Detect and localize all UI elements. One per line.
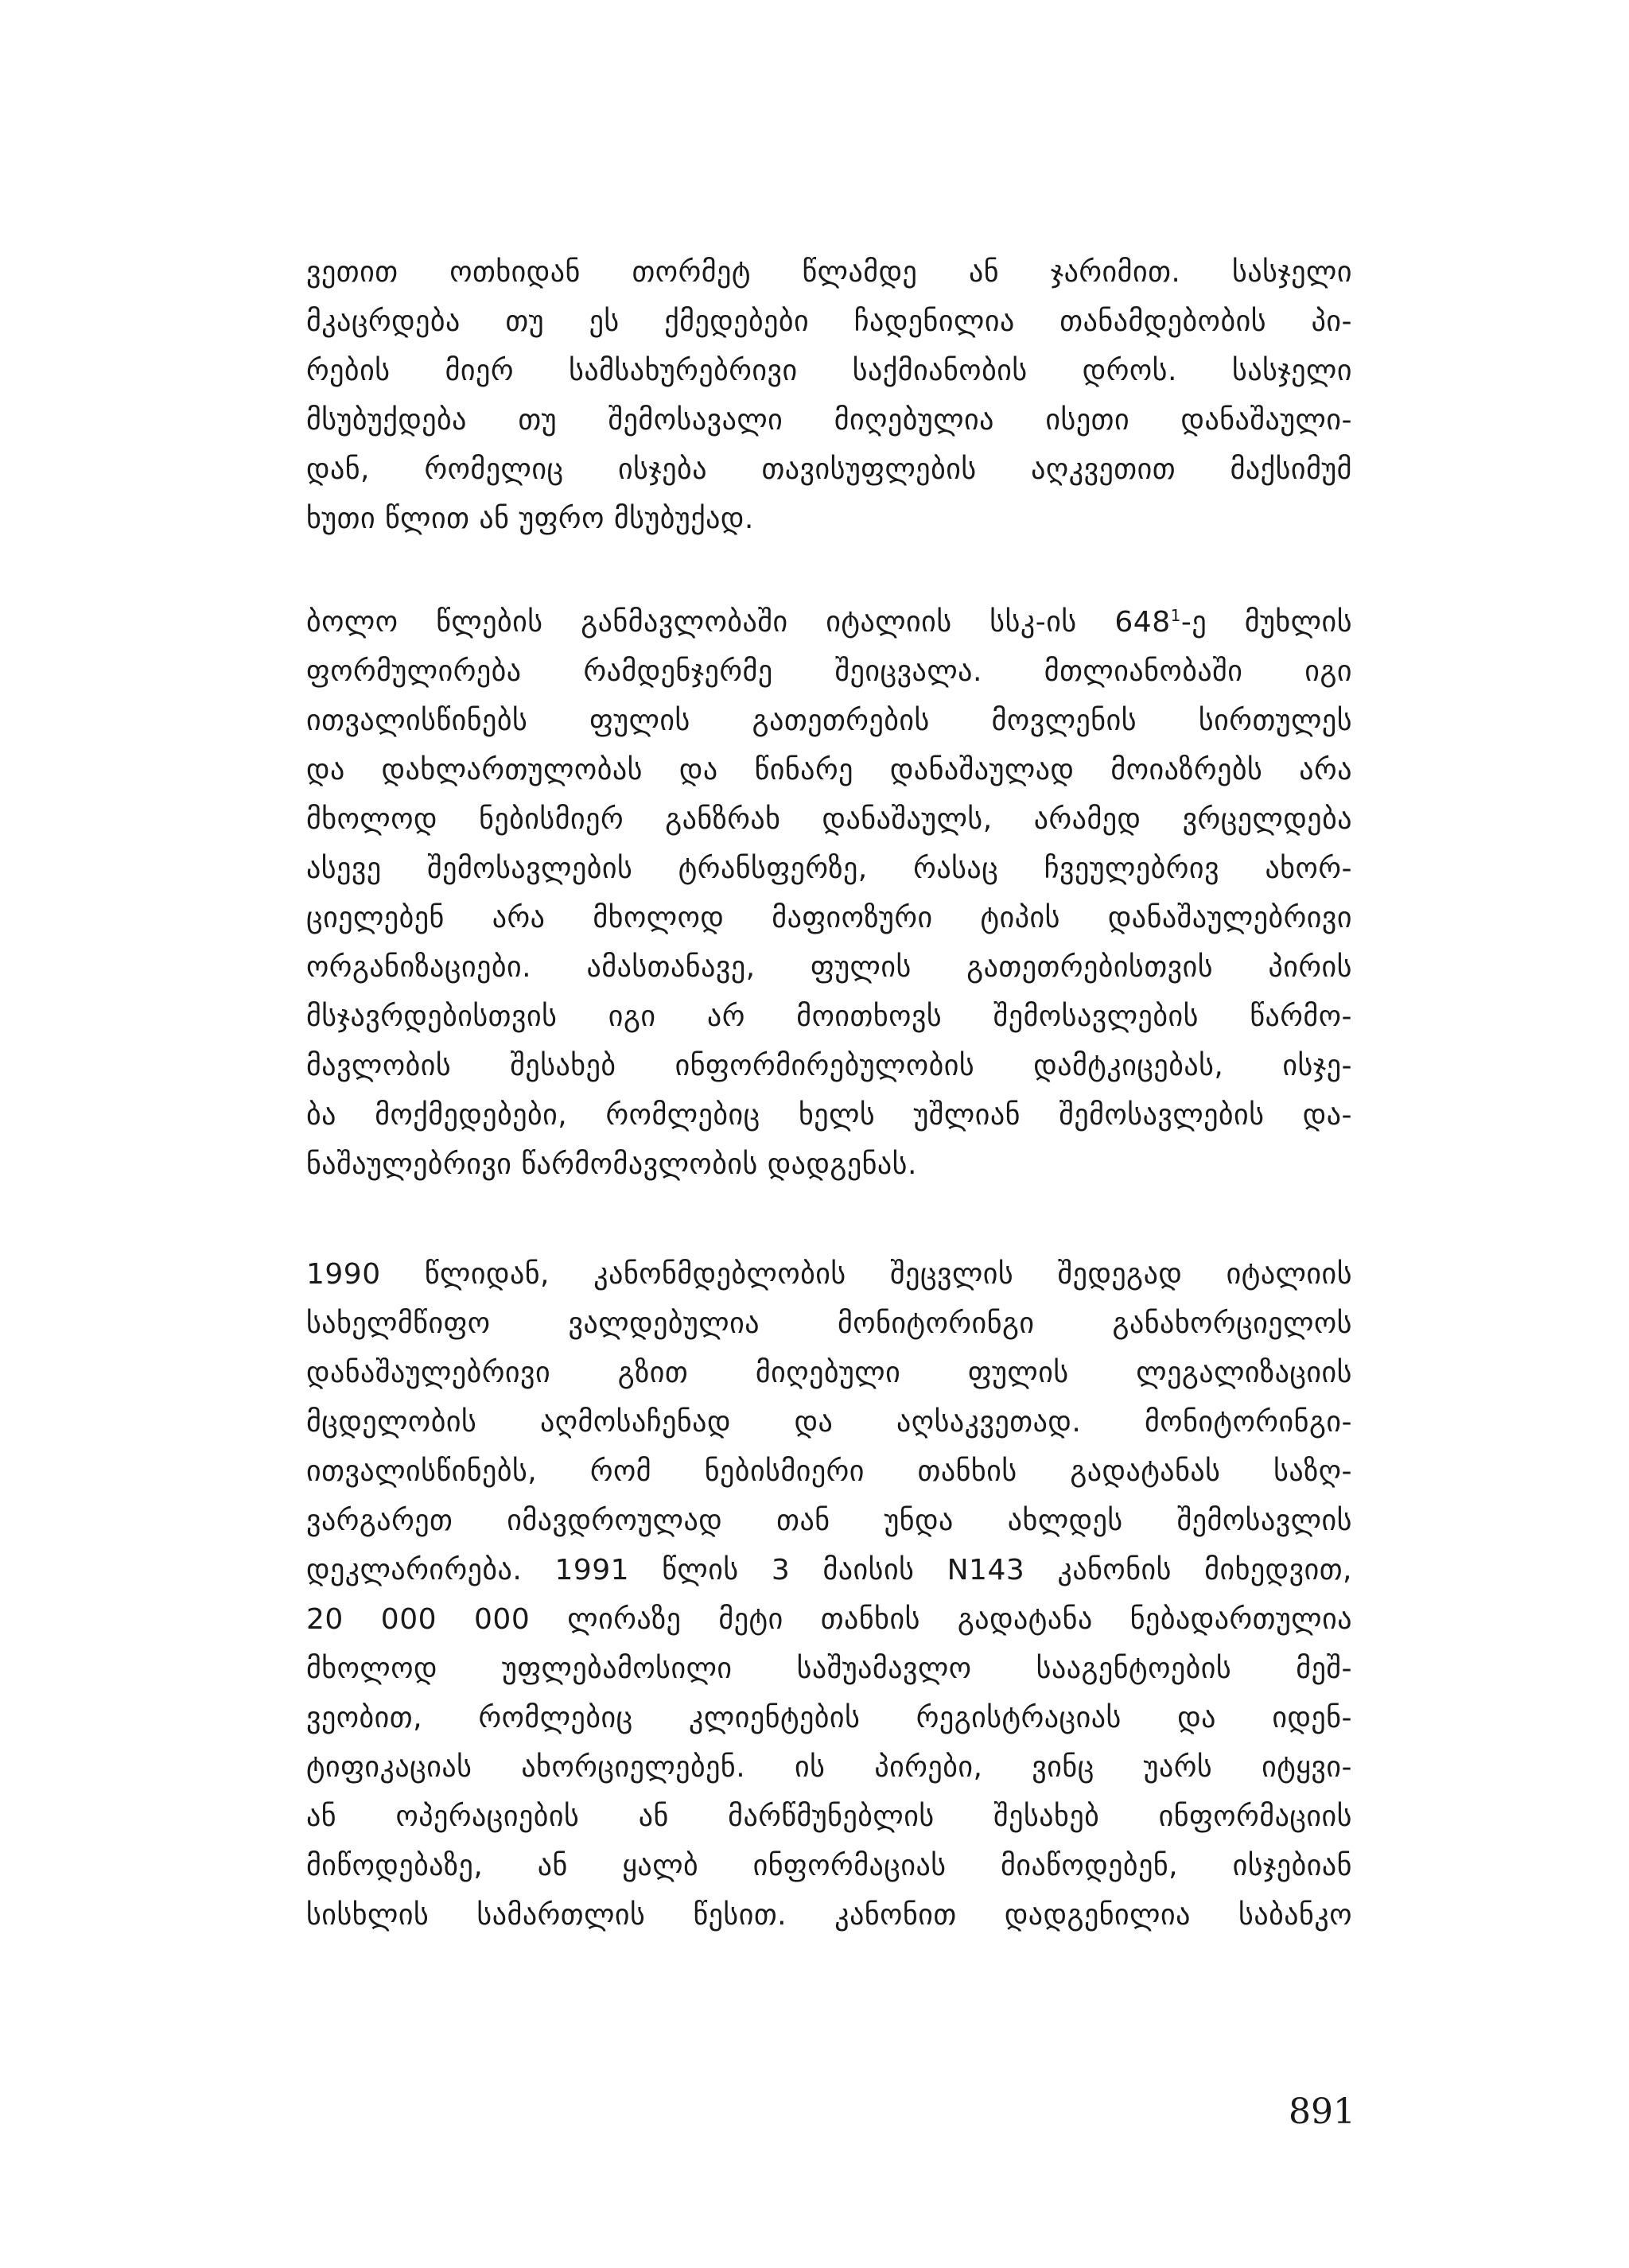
paragraph-line: 20 000 000 ლირაზე მეტი თანხის გადატანა ნებადართულია xyxy=(306,1603,1352,1636)
paragraph-line: ვარგარეთ იმავდროულად თან უნდა ახლდეს შემოსავლის xyxy=(306,1505,1352,1537)
paragraph-line: სახელმწიფო ვალდებულია მონიტორინგი განახორციელოს xyxy=(306,1307,1352,1340)
paragraph-line: დეკლარირება. 1991 წლის 3 მაისის N143 კანონის მიხედვით, xyxy=(306,1554,1352,1586)
paragraph-line-with-footnote xyxy=(306,598,1352,647)
paragraph-line: მსუბუქდება თუ შემოსავალი მიღებულია ისეთი დანაშაული- xyxy=(306,404,1352,437)
paragraph-line: ბა მოქმედებები, რომლებიც ხელს უშლიან შემოსავლების და- xyxy=(306,1099,1352,1132)
paragraph-line: ციელებენ არა მხოლოდ მაფიოზური ტიპის დანაშაულებრივი xyxy=(306,902,1352,934)
paragraph-line: დან, რომელიც ისჯება თავისუფლების აღკვეთით მაქსიმუმ xyxy=(306,453,1352,486)
paragraph-line: დანაშაულებრივი გზით მიღებული ფულის ლეგალიზაციის xyxy=(306,1357,1352,1389)
paragraph-line: ასევე შემოსავლების ტრანსფერზე, რასაც ჩვეულებრივ ახორ- xyxy=(306,852,1352,885)
line-text: ბოლო წლების განმავლობაში იტალიის სსკ-ის 648 xyxy=(306,606,1171,639)
paragraph-line: მცდელობის აღმოსაჩენად და აღსაკვეთად. მონიტორინგი- xyxy=(306,1406,1352,1439)
paragraph-3 xyxy=(306,1250,1352,1940)
paragraph-line: ფორმულირება რამდენჯერმე შეიცვალა. მთლიანობაში იგი xyxy=(306,655,1352,688)
paragraph-line: და დახლართულობას და წინარე დანაშაულად მოიაზრებს არა xyxy=(306,754,1352,786)
paragraph-line: მიწოდებაზე, ან ყალბ ინფორმაციას მიაწოდებენ, ისჯებიან xyxy=(306,1850,1352,1882)
paragraph-line: მხოლოდ უფლებამოსილი საშუამავლო სააგენტოების მეშ- xyxy=(306,1652,1352,1685)
paragraph-line: ვეობით, რომლებიც კლიენტების რეგისტრაციას და იდენ- xyxy=(306,1702,1352,1734)
paragraph-line: ორგანიზაციები. ამასთანავე, ფულის გათეთრებისთვის პირის xyxy=(306,951,1352,984)
paragraph-line: ითვალისწინებს, რომ ნებისმიერი თანხის გადატანას საზღ- xyxy=(306,1455,1352,1488)
paragraph-line: რების მიერ სამსახურებრივი საქმიანობის დროს. სასჯელი xyxy=(306,355,1352,387)
paragraph-line: სისხლის სამართლის წესით. კანონით დადგენილია საბანკო xyxy=(306,1899,1352,1932)
footnote-superscript: 1 xyxy=(1170,606,1181,625)
paragraph-line: მსჯავრდებისთვის იგი არ მოითხოვს შემოსავლების წარმო- xyxy=(306,1000,1352,1033)
paragraph-line: ხუთი წლით ან უფრო მსუბუქად. xyxy=(306,503,754,535)
paragraph-line: ნაშაულებრივი წარმომავლობის დადგენას. xyxy=(306,1148,917,1181)
line-text: -ე მუხლის xyxy=(1180,606,1352,639)
paragraph-line: ან ოპერაციების ან მარწმუნებლის შესახებ ინფორმაციის xyxy=(306,1800,1352,1833)
paragraph-1 xyxy=(306,248,1352,544)
paragraph-line: ითვალისწინებს ფულის გათეთრების მოვლენის სირთულეს xyxy=(306,705,1352,737)
paragraph-line: 1990 წლიდან, კანონმდებლობის შეცვლის შედეგად იტალიის xyxy=(306,1258,1352,1291)
paragraph-line: მხოლოდ ნებისმიერ განზრახ დანაშაულს, არამედ ვრცელდება xyxy=(306,803,1352,836)
paragraph-line: მკაცრდება თუ ეს ქმედებები ჩადენილია თანამდებობის პი- xyxy=(306,305,1352,338)
paragraph-2 xyxy=(306,598,1352,1190)
paragraph-line: ტიფიკაციას ახორციელებენ. ის პირები, ვინც უარს იტყვი- xyxy=(306,1751,1352,1784)
paragraph-line: ვეთით ოთხიდან თორმეტ წლამდე ან ჯარიმით. სასჯელი xyxy=(306,256,1352,289)
page-number: 891 xyxy=(1289,2091,1355,2132)
paragraph-line: მავლობის შესახებ ინფორმირებულობის დამტკიცებას, ისჯე- xyxy=(306,1050,1352,1082)
